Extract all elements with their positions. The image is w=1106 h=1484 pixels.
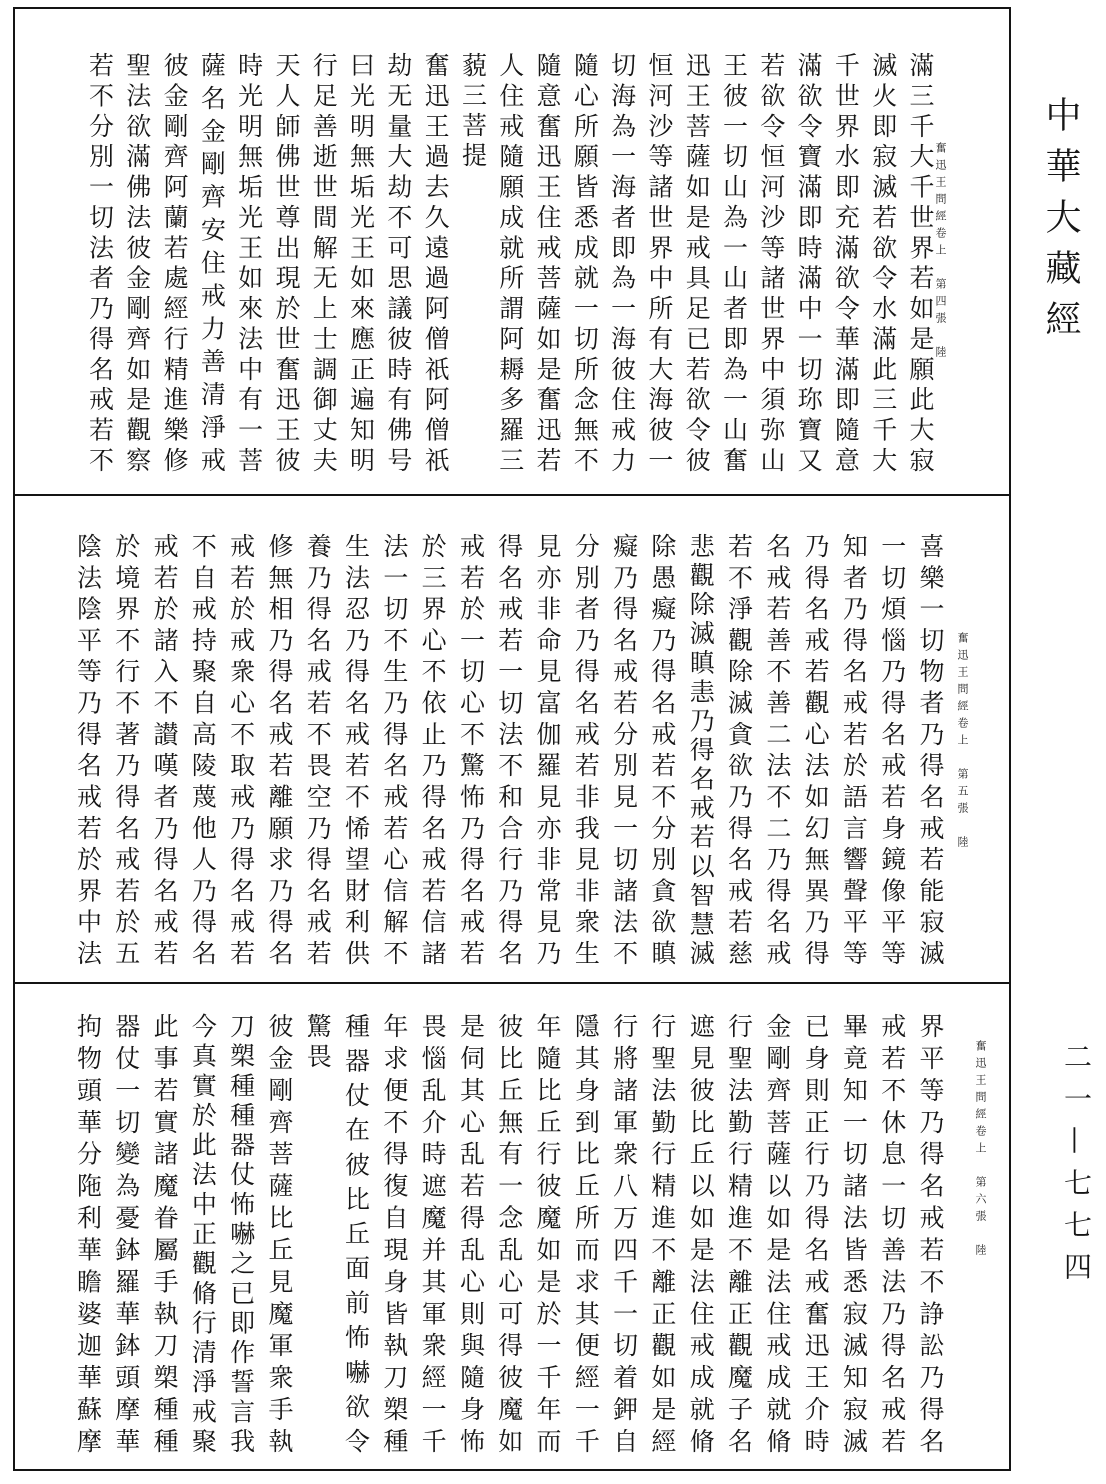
- text-column: 生法忍乃得名戒若不悕望財利供: [341, 533, 371, 965]
- text-column: 今真實於此法中正觀脩行清淨戒聚: [188, 1013, 218, 1453]
- text-column: 彼比丘無有一念乱心可得彼魔如: [494, 1013, 524, 1453]
- text-column: 聖法欲滿佛法彼金剛齊如是觀察: [122, 52, 152, 472]
- text-column: 已身則正行乃得名戒奮迅王介時: [801, 1013, 831, 1453]
- text-column: 人住戒隨願成就所謂阿耨多羅三: [495, 52, 525, 472]
- text-column: 於三界心不依止乃得名戒若信諸: [418, 533, 448, 965]
- text-column: 曰光明無垢光王如來應正遍知明: [346, 52, 376, 472]
- margin-note: 奮迅王問經卷上 第五張 陸: [956, 632, 969, 853]
- text-column: 驚畏: [303, 1013, 333, 1073]
- text-column: 知者乃得名戒若於語言響聲平等: [839, 533, 869, 965]
- text-column: 界平等乃得名戒若不諍訟乃得名: [916, 1013, 945, 1453]
- text-column: 戒若於諸入不讃嘆者乃得名戒若: [150, 533, 180, 965]
- text-column: 若不分別一切法者乃得名戒若不: [85, 52, 115, 472]
- text-column: 悲觀除滅瞋恚乃得名戒若以智慧滅: [686, 533, 716, 965]
- text-column: 喜樂一切物者乃得名戒若能寂滅: [916, 533, 945, 965]
- text-column: 隨心所願皆悉成就一切所念無不: [570, 52, 600, 472]
- text-column: 陰法陰平等乃得名戒若於界中法: [73, 533, 103, 965]
- margin-note: 奮迅王問經卷上 第六張 陸: [974, 1040, 987, 1261]
- text-column: 隨意奮迅王住戒菩薩如是奮迅若: [533, 52, 563, 472]
- text-column: 除愚癡乃得名戒若不分別貪欲瞋: [647, 533, 677, 965]
- text-column: 種器仗在彼比丘面前怖嚇欲令: [341, 1013, 371, 1453]
- text-column: 王彼一切山為一山者即為一山奮: [719, 52, 749, 472]
- text-column: 天人師佛世尊出現於世奮迅王彼: [271, 52, 301, 472]
- text-column: 藐三菩提: [458, 52, 488, 172]
- text-column: 乃得名戒若觀心法如幻無異乃得: [801, 533, 831, 965]
- margin-note: 奮迅王問經卷上 第四張 陸: [934, 142, 947, 363]
- text-column: 畢竟知一切諸法皆悉寂滅知寂滅: [839, 1013, 869, 1453]
- text-column: 戒若於一切心不驚怖乃得名戒若: [456, 533, 486, 965]
- text-column: 行將諸軍衆八万四千一切着鉀自: [609, 1013, 639, 1453]
- text-column: 滿三千大千世界若如是願此大寂: [906, 52, 935, 472]
- text-column: 彼金剛齊菩薩比丘見魔軍衆手執: [264, 1013, 294, 1453]
- text-column: 見亦非命見富伽羅見亦非常見乃: [533, 533, 563, 965]
- text-column: 得名戒若一切法不和合行乃得名: [494, 533, 524, 965]
- panel-divider: [13, 494, 1011, 496]
- text-column: 是伺其心乱若得乱心則與隨身怖: [456, 1013, 486, 1453]
- panel-divider: [13, 982, 1011, 984]
- text-column: 名戒若善不善二法不二乃得名戒: [762, 533, 792, 965]
- text-column: 奮迅王過去久遠過阿僧祇阿僧祇: [421, 52, 451, 472]
- text-column: 迅王菩薩如是戒具足已若欲令彼: [682, 52, 712, 472]
- text-column: 戒若不休息一切善法乃得名戒若: [877, 1013, 907, 1453]
- text-column: 器仗一切變為憂鉢羅華鉢頭摩華: [111, 1013, 141, 1453]
- text-column: 千世界水即充滿欲令華滿即隨意: [831, 52, 861, 472]
- text-column: 畏惱乱介時遮魔并其軍衆經一千: [418, 1013, 448, 1453]
- text-column: 行聖法勤行精進不離正觀如是經: [647, 1013, 677, 1453]
- text-column: 法一切不生乃得名戒若心信解不: [379, 533, 409, 965]
- text-column: 行足善逝世間解无上士調御丈夫: [309, 52, 339, 472]
- text-column: 不自戒持聚自高陵蔑他人乃得名: [188, 533, 218, 965]
- text-column: 隱其身到比丘所而求其便經一千: [571, 1013, 601, 1453]
- text-column: 戒若於戒衆心不取戒乃得名戒若: [226, 533, 256, 965]
- text-column: 滅火即寂滅若欲令水滿此三千大: [868, 52, 898, 472]
- text-column: 一切煩惱乃得名戒若身鏡像平等: [877, 533, 907, 965]
- text-panel-bottom: [68, 1013, 949, 1453]
- text-column: 於境界不行不著乃得名戒若於五: [111, 533, 141, 965]
- text-column: 劫无量大劫不可思議彼時有佛号: [383, 52, 413, 472]
- text-panel-middle: [68, 533, 949, 965]
- text-column: 行聖法勤行精進不離正觀魔子名: [724, 1013, 754, 1453]
- text-column: 若欲令恒河沙等諸世界中須弥山: [756, 52, 786, 472]
- text-column: 修無相乃得名戒若離願求乃得名: [264, 533, 294, 965]
- text-column: 若不淨觀除滅貪欲乃得名戒若慈: [724, 533, 754, 965]
- text-column: 年求便不得復自現身皆執刀槊種: [379, 1013, 409, 1453]
- text-column: 時光明無垢光王如來法中有一菩: [234, 52, 264, 472]
- text-panel-top: [81, 52, 939, 472]
- text-column: 年隨比丘行彼魔如是於一千年而: [533, 1013, 563, 1453]
- text-column: 恒河沙等諸世界中所有大海彼一: [644, 52, 674, 472]
- text-column: 彼金剛齊阿蘭若處經行精進樂修: [160, 52, 190, 472]
- text-column: 癡乃得名戒若分別見一切諸法不: [609, 533, 639, 965]
- text-column: 拘物頭華分陁利華瞻婆迦華蘇摩: [73, 1013, 103, 1453]
- text-column: 此事若實諸魔眷屬手執刀槊種種: [150, 1013, 180, 1453]
- text-column: 刀槊種種器仗怖嚇之已即作誓言我: [226, 1013, 256, 1453]
- text-column: 金剛齊菩薩以如是法住戒成就脩: [762, 1013, 792, 1453]
- text-column: 分別者乃得名戒若非我見非衆生: [571, 533, 601, 965]
- text-column: 養乃得名戒若不畏空乃得名戒若: [303, 533, 333, 965]
- text-column: 遮見彼比丘以如是法住戒成就脩: [686, 1013, 716, 1453]
- text-column: 薩名金剛齊安住戒力善清淨戒: [197, 52, 227, 472]
- text-column: 滿欲令寶滿即時滿中一切珎寶又: [794, 52, 824, 472]
- page-number: 二一—七七四: [1060, 1042, 1093, 1294]
- text-column: 切海為一海者即為一海彼住戒力: [607, 52, 637, 472]
- collection-title: 中華大藏經: [1040, 96, 1081, 351]
